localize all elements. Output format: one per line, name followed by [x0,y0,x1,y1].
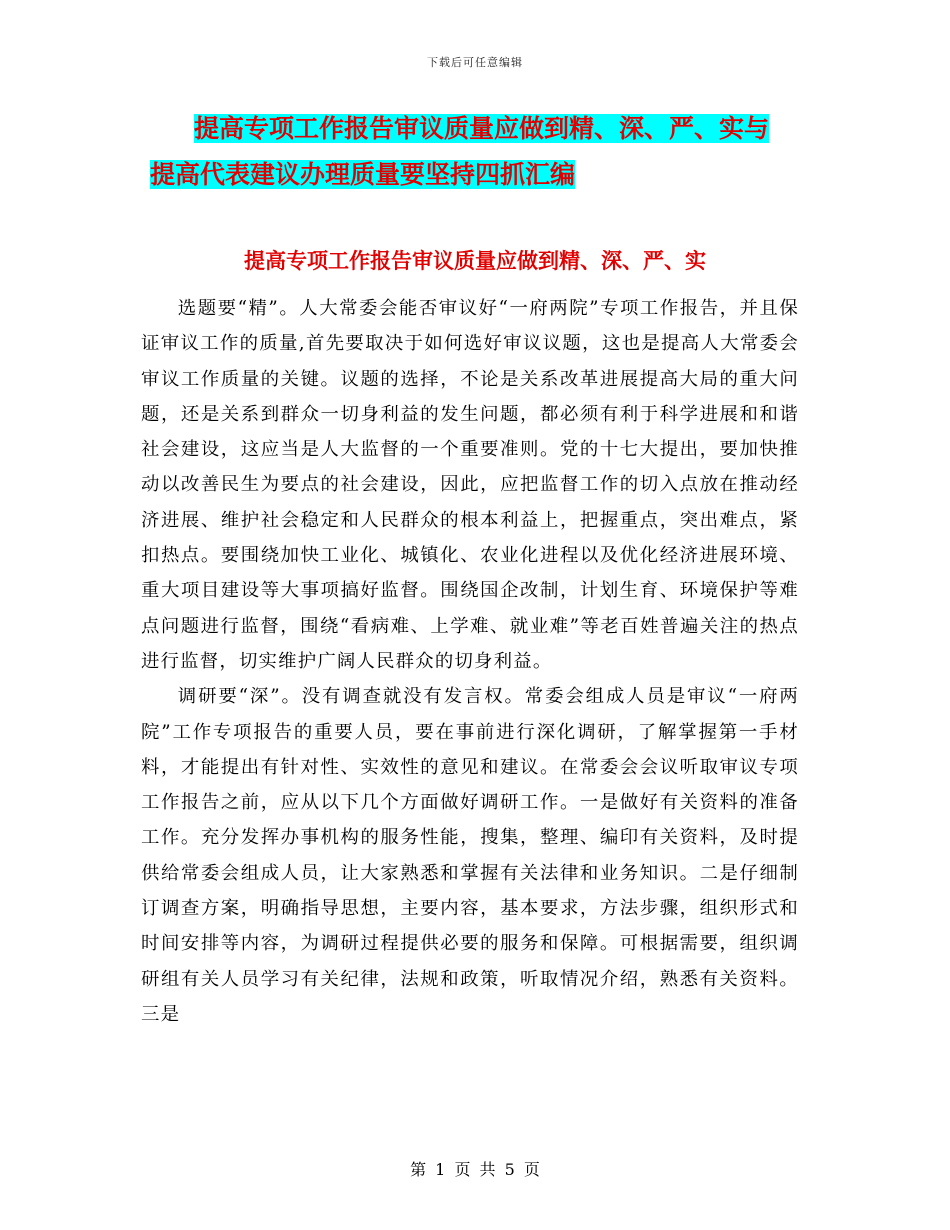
document-main-title [150,106,820,198]
page-number-footer: 第 1 页 共 5 页 [410,1160,540,1179]
main-title-line-2-text: 提高代表建议办理质量要坚持四抓汇编 [150,160,576,189]
main-title-line-2 [150,152,820,198]
page-header-note: 下载后可任意编辑 [427,56,523,69]
paragraph-topic-selection: 选题要“精”。人大常委会能否审议好“一府两院”专项工作报告，并且保证审议工作的质量,首先要取决于如何选好审议议题，这也是提高人大常委会审议工作质量的关键。议题的选择，不论是关系改革进展提高大局的重大问题，还是关系到群众一切身利益的发生问题，都必须有利于科学进展和和谐社会建设，这应当是人大监督的一个重要准则。党的十七大提出，要加快推动以改善民生为要点的社会建设，因此，应把监督工作的切入点放在推动经济进展、维护社会稳定和人民群众的根本利益上，把握重点，突出难点，紧扣热点。要围绕加快工业化、城镇化、农业化进程以及优化经济进展环境、重大项目建设等大事项搞好监督。围绕国企改制，计划生育、环境保护等难点问题进行监督，围绕“看病难、上学难、就业难”等老百姓普遍关注的热点进行监督，切实维护广阔人民群众的切身利益。 [141,298,799,672]
main-title-line-1 [150,106,820,152]
section-title: 提高专项工作报告审议质量应做到精、深、严、实 [244,249,706,273]
main-title-line-1-text: 提高专项工作报告审议质量应做到精、深、严、实与 [194,114,770,143]
paragraph-research: 调研要“深”。没有调查就没有发言权。常委会组成人员是审议“一府两院”工作专项报告的重要人员，要在事前进行深化调研，了解掌握第一手材料，才能提出有针对性、实效性的意见和建议。在常委会会议听取审议专项工作报告之前，应从以下几个方面做好调研工作。一是做好有关资料的准备工作。充分发挥办事机构的服务性能，搜集，整理、编印有关资料，及时提供给常委会组成人员，让大家熟悉和掌握有关法律和业务知识。二是仔细制订调查方案，明确指导思想，主要内容，基本要求，方法步骤，组织形式和时间安排等内容，为调研过程提供必要的服务和保障。可根据需要，组织调研组有关人员学习有关纪律，法规和政策，听取情况介绍，熟悉有关资料。三是 [141,686,799,1025]
body-text [141,291,799,1032]
